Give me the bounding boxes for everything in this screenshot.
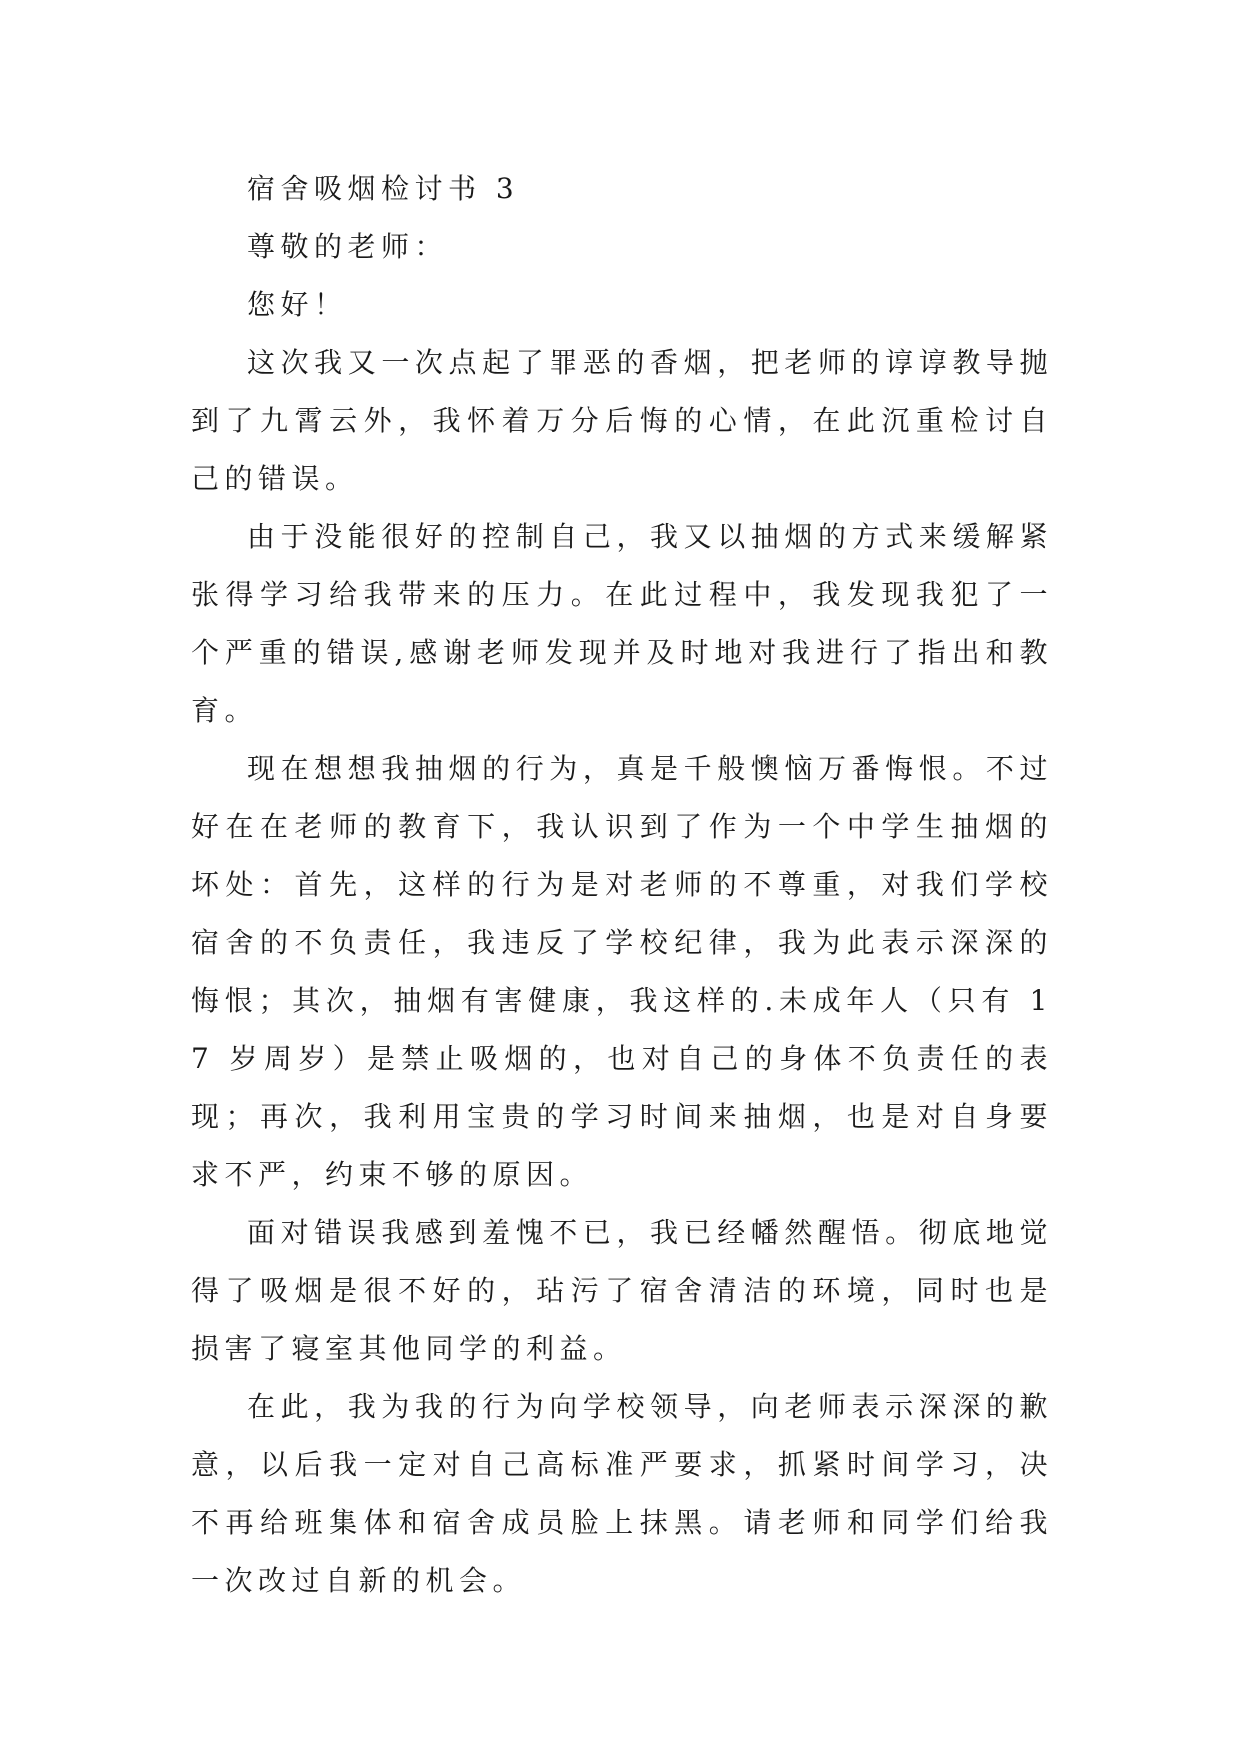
paragraph-2: 由于没能很好的控制自己，我又以抽烟的方式来缓解紧张得学习给我带来的压力。在此过程中，我发现我犯了一个严重的错误,感谢老师发现并及时地对我进行了指出和教育。	[191, 520, 1053, 727]
paragraph-4: 面对错误我感到羞愧不已，我已经幡然醒悟。彻底地觉得了吸烟是很不好的，玷污了宿舍清洁的环境，同时也是损害了寝室其他同学的利益。	[191, 1216, 1053, 1365]
paragraph-1: 这次我又一次点起了罪恶的香烟，把老师的谆谆教导抛到了九霄云外，我怀着万分后悔的心情，在此沉重检讨自己的错误。	[191, 346, 1053, 495]
paragraph-5: 在此，我为我的行为向学校领导，向老师表示深深的歉意，以后我一定对自己高标准严要求，抓紧时间学习，决不再给班集体和宿舍成员脸上抹黑。请老师和同学们给我一次改过自新的机会。	[191, 1390, 1053, 1597]
greeting: 您好！	[247, 288, 348, 321]
paragraph-3: 现在想想我抽烟的行为，真是千般懊恼万番悔恨。不过好在在老师的教育下，我认识到了作为一个中学生抽烟的坏处：首先，这样的行为是对老师的不尊重，对我们学校宿舍的不负责任，我违反了学校纪律，我为此表示深深的悔恨；其次，抽烟有害健康，我这样的.未成年人（只有 17 岁周岁）是禁止吸烟的，也对自己的身体不负责任的表现；再次，我利用宝贵的学习时间来抽烟，也是对自身要求不严，约束不够的原因。	[191, 752, 1053, 1191]
salutation: 尊敬的老师：	[247, 230, 449, 263]
document-body	[191, 160, 1053, 1610]
document-title: 宿舍吸烟检讨书 3	[247, 172, 520, 205]
